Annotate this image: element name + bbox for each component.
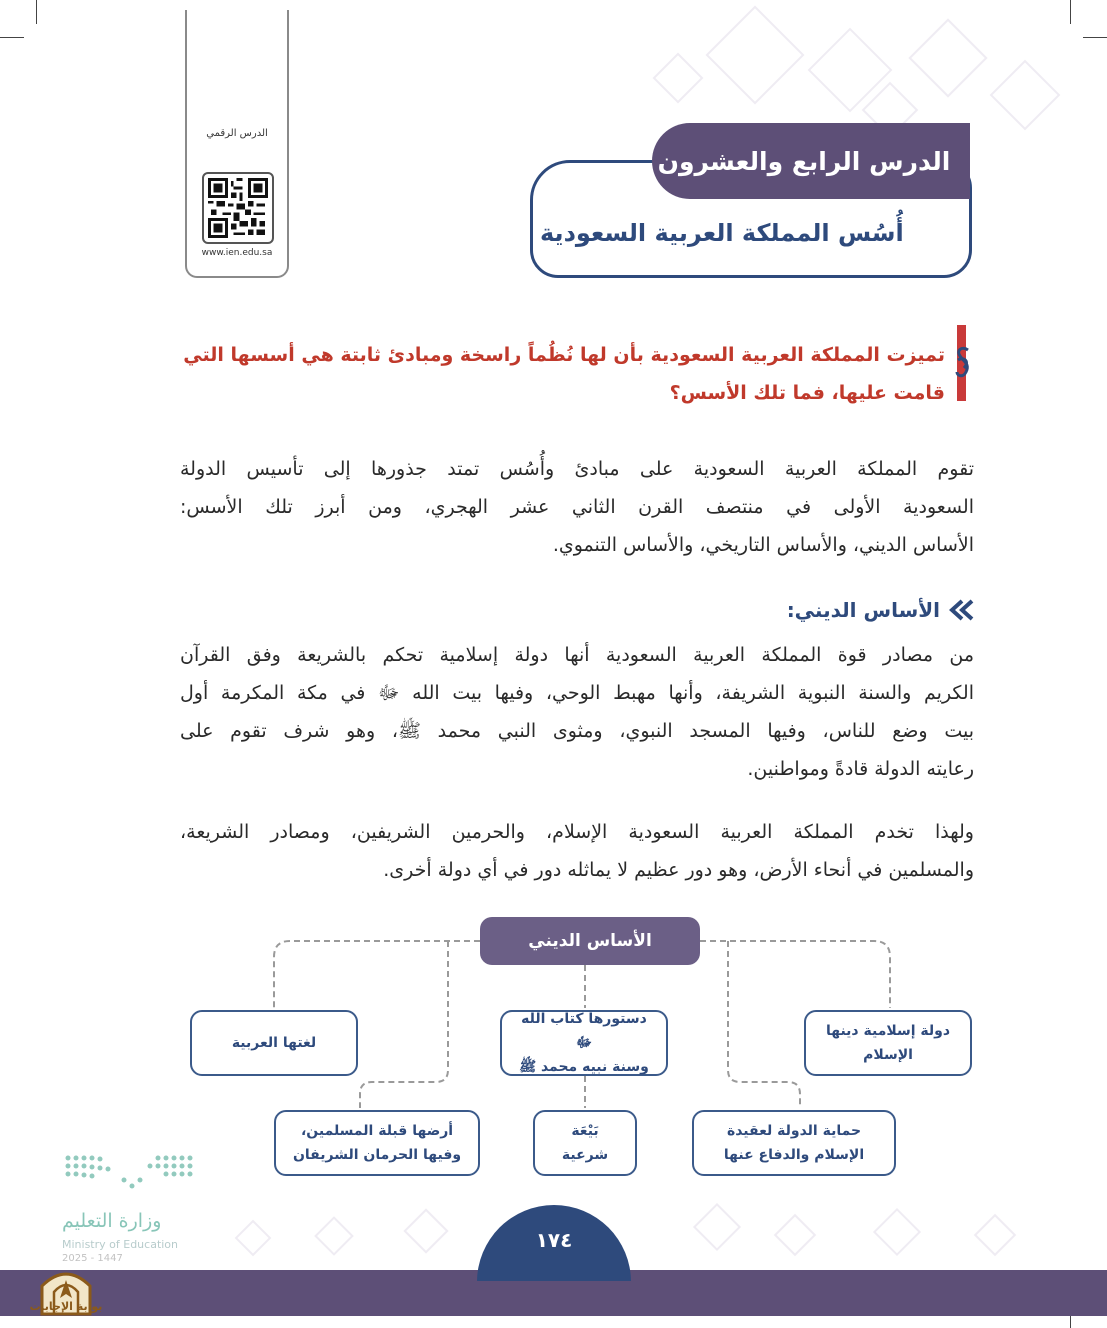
decor-diamond xyxy=(774,1214,816,1256)
diagram-box-constitution xyxy=(500,1010,668,1076)
diagram-box-language xyxy=(190,1010,358,1076)
section-heading-text: الأساس الديني: xyxy=(786,598,940,622)
double-chevron-icon xyxy=(948,599,974,621)
ministry-name-ar: وزارة التعليم xyxy=(62,1210,162,1232)
decor-diamond xyxy=(314,1216,354,1256)
diagram-box-allegiance xyxy=(533,1110,637,1176)
diagram-box-line: الإسلام xyxy=(863,1047,913,1063)
qr-code-icon[interactable] xyxy=(202,172,274,244)
diagram-box-line: وفيها الحرمان الشريفان xyxy=(292,1147,462,1163)
section-heading-religious xyxy=(600,592,974,628)
text-line: الأساس الديني، والأساس التاريخي، والأساس التنموي. xyxy=(552,534,974,556)
digital-lesson-label: الدرس الرقمي xyxy=(206,128,268,139)
digital-lesson-panel xyxy=(185,10,289,278)
intro-line: قامت عليها، فما تلك الأسس؟ xyxy=(669,382,945,404)
diagram-box-line: دولة إسلامية دينها xyxy=(825,1023,951,1039)
text-line: من مصادر قوة المملكة العربية السعودية أنها دولة إسلامية تحكم بالشريعة وفق القرآن xyxy=(180,644,974,666)
lesson-number-title: الدرس الرابع والعشرون xyxy=(652,123,970,199)
diagram-box-line: لغتها العربية xyxy=(231,1035,317,1051)
decor-diamond xyxy=(873,1208,921,1256)
crop-mark xyxy=(1070,0,1071,24)
intro-line: تميزت المملكة العربية السعودية بأن لها نُظُماً راسخة ومبادئ ثابتة هي أسسها التي xyxy=(183,344,945,366)
diagram-box-islamic-state xyxy=(804,1010,972,1076)
lesson-title: أُسُس المملكة العربية السعودية xyxy=(540,219,904,247)
text-line: بيت وضع للناس، وفيها المسجد النبوي، ومثوى النبي محمد ﷺ، وهو شرف تقوم على xyxy=(180,720,974,742)
decor-diamond xyxy=(235,1220,272,1257)
diagram-box-protection xyxy=(692,1110,896,1176)
paragraph-service xyxy=(180,813,974,889)
decor-diamond xyxy=(990,60,1061,131)
page-number: ١٧٤ xyxy=(535,1228,573,1252)
diagram-box-line: وسنة نبيه محمد ﷺ xyxy=(519,1059,649,1075)
section-mark-icon xyxy=(952,344,974,386)
text-line: رعايته الدولة قادةً ومواطنين. xyxy=(747,758,974,780)
diagram-box-line: بَيْعَة xyxy=(571,1123,599,1139)
decor-diamond xyxy=(653,53,704,104)
digital-lesson-url[interactable]: www.ien.edu.sa xyxy=(201,248,273,258)
ministry-years: 2025 - 1447 xyxy=(62,1253,123,1264)
text-line: والمسلمين في أنحاء الأرض، وهو دور عظيم لا يماثله دور في أي دولة أخرى. xyxy=(383,859,974,881)
text-line: السعودية الأولى في منتصف القرن الثاني عشر الهجري، ومن أبرز تلك الأسس: xyxy=(180,496,974,518)
ministry-name-en: Ministry of Education xyxy=(62,1238,179,1251)
ministry-logo-icon xyxy=(62,1150,202,1210)
paragraph-foundations xyxy=(180,450,974,564)
diagram-box-line: دستورها كتاب الله ﷻ xyxy=(521,1011,647,1051)
text-line: تقوم المملكة العربية السعودية على مبادئ وأُسُس تمتد جذورها إلى تأسيس الدولة xyxy=(180,458,974,480)
diagram-box-line: الإسلام والدفاع عنها xyxy=(723,1147,865,1163)
intro-question xyxy=(180,336,945,412)
decor-diamond xyxy=(693,1203,741,1251)
diagram-root: الأساس الديني xyxy=(480,917,700,965)
paragraph-religious xyxy=(180,636,974,788)
decor-diamond xyxy=(403,1208,448,1253)
diagram-box-line: حماية الدولة لعقيدة xyxy=(726,1123,862,1139)
diagram-box-line: أرضها قبلة المسلمين، xyxy=(300,1123,454,1139)
crop-mark xyxy=(0,37,24,38)
crop-mark xyxy=(1083,37,1107,38)
text-line: الكريم والسنة النبوية الشريفة، وأنها مهبط الوحي، وفيها بيت الله ﷻ في مكة المكرمة أول xyxy=(180,682,974,704)
decor-diamond xyxy=(974,1214,1016,1256)
diagram-box-qibla xyxy=(274,1110,480,1176)
crop-mark xyxy=(36,0,37,24)
decor-diamond xyxy=(908,18,987,97)
decor-diamond xyxy=(706,6,805,105)
site-name: بوابة الإجابات xyxy=(29,1300,103,1313)
diagram-box-line: شرعية xyxy=(561,1147,609,1163)
text-line: ولهذا تخدم المملكة العربية السعودية الإسلام، والحرمين الشريفين، ومصادر الشريعة، xyxy=(180,821,974,843)
